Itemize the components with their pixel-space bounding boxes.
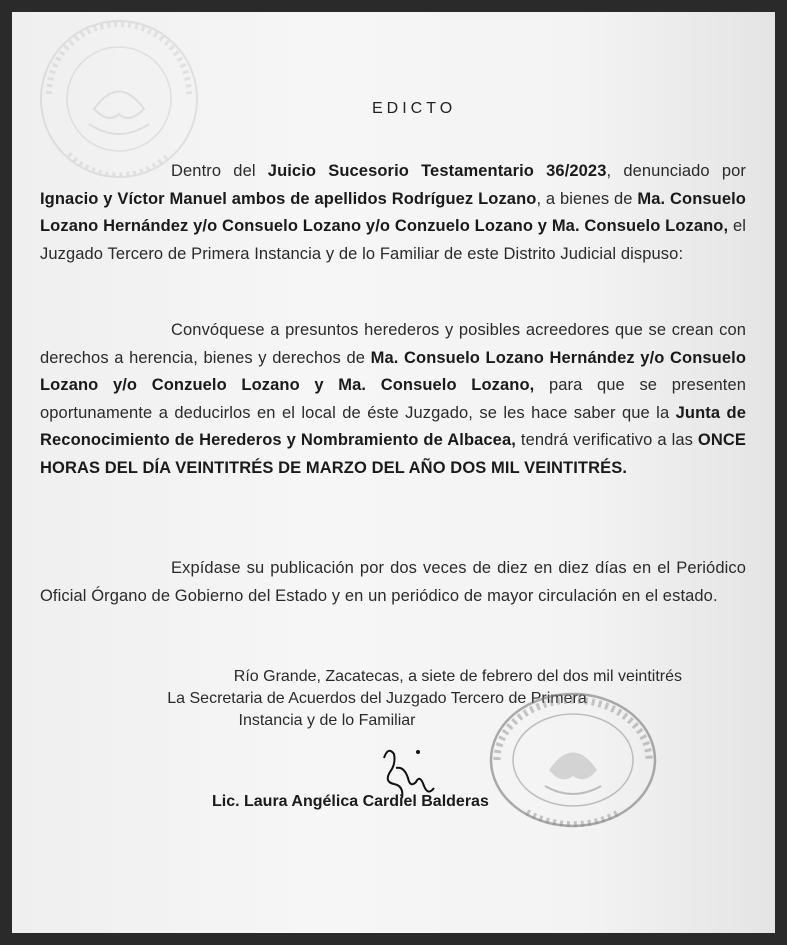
- closing-office-2: Instancia y de lo Familiar: [238, 712, 416, 729]
- court-stamp: [487, 690, 659, 830]
- signer-name: Lic. Laura Angélica Cardiel Balderas: [212, 793, 489, 810]
- closing-place-date: Río Grande, Zacatecas, a siete de febrero del dos mil veintitrés: [233, 668, 682, 685]
- paragraph-1: Dentro del Juicio Sucesorio Testamentario 36/2023, denunciado por Ignacio y Víctor Manuel ambos de apellidos Rodríguez Lozano, a bienes de Ma. Consuelo Lozano Hernández y/o Consuelo Lozano y/o Conzuelo Lozano y Ma. Consuelo Lozano, el Juzgado Tercero de Primera Instancia y de lo Familiar de este Distrito Judicial dispuso:: [40, 162, 747, 263]
- closing-office: La Secretaria de Acuerdos del Juzgado Tercero de Primera: [167, 690, 587, 707]
- document-title: EDICTO: [372, 100, 457, 117]
- paragraph-2: Convóquese a presuntos herederos y posibles acreedores que se crean con derechos a herencia, bienes y derechos de Ma. Consuelo Lozano Hernández y/o Consuelo Lozano y/o Conzuelo Lozano y Ma. Consuelo Lozano, para que se presenten oportunamente a deducirlos en el local de éste Juzgado, se les hace saber que la Junta de Reconocimiento de Herederos y Nombramiento de Albacea, tendrá verificativo a las ONCE HORAS DEL DÍA VEINTITRÉS DE MARZO DEL AÑO DOS MIL VEINTITRÉS.: [40, 321, 747, 477]
- paragraph-3: Expídase su publicación por dos veces de diez en diez días en el Periódico Oficial Órgano de Gobierno del Estado y en un periódico de mayor circulación en el estado.: [40, 559, 746, 605]
- document-page: [12, 12, 775, 933]
